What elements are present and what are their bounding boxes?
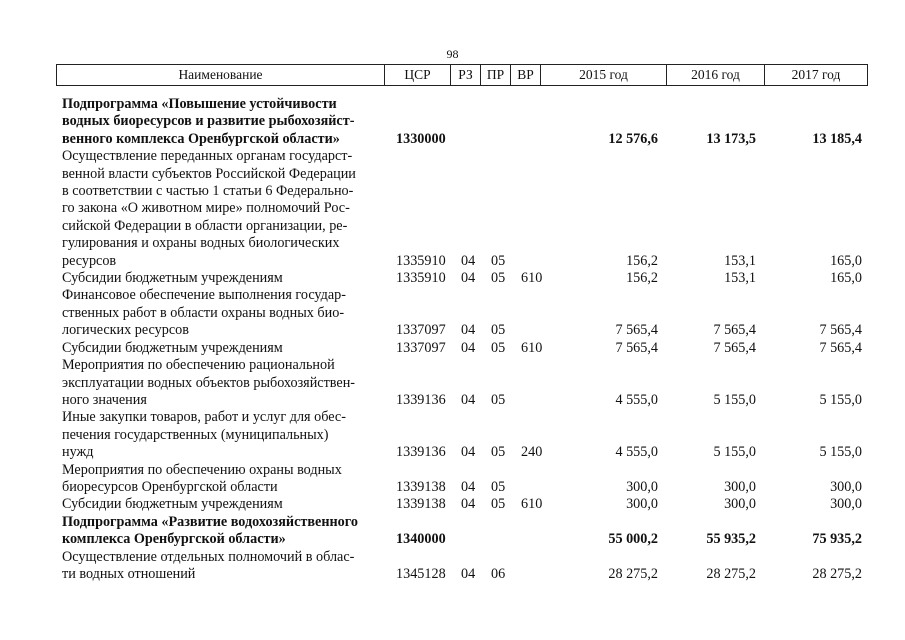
row-name: [56, 514, 384, 549]
header-rz: РЗ: [450, 65, 480, 85]
amount-2016: 55 935,2: [706, 531, 756, 548]
row-name-line: биоресурсов Оренбургской области: [62, 478, 278, 495]
amount-2017: 5 155,0: [819, 391, 862, 408]
expense-type-code: 610: [521, 496, 543, 513]
section-code: 04: [461, 565, 476, 582]
table-row: [56, 549, 868, 584]
header-pr: ПР: [480, 65, 510, 85]
row-name: [56, 409, 384, 461]
amount-2016: 28 275,2: [706, 565, 756, 582]
section-code: 04: [461, 252, 476, 269]
csr-code: 1339136: [396, 391, 446, 408]
amount-2015: 4 555,0: [615, 391, 658, 408]
row-name: [56, 549, 384, 584]
csr-code: 1330000: [396, 130, 446, 147]
section-code: 04: [461, 478, 476, 495]
amount-2015: 4 555,0: [615, 444, 658, 461]
row-name: [56, 148, 384, 270]
amount-2015: 300,0: [626, 478, 658, 495]
amount-2017: 75 935,2: [812, 531, 862, 548]
header-2016: 2016 год: [666, 65, 764, 85]
table-body: [56, 86, 868, 583]
row-name-line: Иные закупки товаров, работ и услуг для обес-: [62, 409, 346, 426]
header-csr: ЦСР: [384, 65, 450, 85]
amount-2016: 7 565,4: [713, 339, 756, 356]
row-name-line: ресурсов: [62, 252, 117, 269]
amount-2016: 300,0: [724, 496, 756, 513]
expense-type-code: 610: [521, 270, 543, 287]
csr-code: 1337097: [396, 339, 446, 356]
row-name-line: Мероприятия по обеспечению охраны водных: [62, 461, 342, 478]
amount-2016: 5 155,0: [713, 444, 756, 461]
amount-2015: 12 576,6: [608, 130, 658, 147]
row-name-line: ственных работ в области охраны водных био-: [62, 304, 345, 321]
row-name-line: комплекса Оренбургской области»: [62, 531, 286, 548]
csr-code: 1345128: [396, 565, 446, 582]
row-name: [56, 270, 384, 287]
amount-2016: 153,1: [724, 252, 756, 269]
amount-2016: 153,1: [724, 270, 756, 287]
row-name: [56, 96, 384, 148]
expense-type-code: 240: [521, 444, 543, 461]
amount-2016: 300,0: [724, 478, 756, 495]
row-name-line: Субсидии бюджетным учреждениям: [62, 496, 283, 513]
csr-code: 1337097: [396, 322, 446, 339]
header-2017: 2017 год: [764, 65, 868, 85]
subsection-code: 05: [491, 322, 506, 339]
row-name-line: печения государственных (муниципальных): [62, 426, 329, 443]
csr-code: 1339138: [396, 496, 446, 513]
table-row: [56, 462, 868, 497]
subsection-code: 05: [491, 391, 506, 408]
row-name-line: Подпрограмма «Развитие водохозяйственного: [62, 513, 358, 530]
row-name-line: Осуществление отдельных полномочий в облас-: [62, 548, 355, 565]
table-row: [56, 148, 868, 270]
table-row: [56, 270, 868, 287]
amount-2015: 156,2: [626, 252, 658, 269]
amount-2017: 28 275,2: [812, 565, 862, 582]
row-name-line: Субсидии бюджетным учреждениям: [62, 270, 283, 287]
subsection-code: 05: [491, 339, 506, 356]
table-row: [56, 357, 868, 409]
csr-code: 1340000: [396, 531, 446, 548]
row-name-line: Финансовое обеспечение выполнения государ-: [62, 287, 346, 304]
row-name: [56, 496, 384, 513]
csr-code: 1339138: [396, 478, 446, 495]
row-name-line: Подпрограмма «Повышение устойчивости: [62, 96, 337, 112]
page-number: 98: [446, 47, 459, 61]
amount-2017: 7 565,4: [819, 339, 862, 356]
header-name: Наименование: [56, 65, 384, 85]
header-vr: ВР: [510, 65, 540, 85]
table-row: [56, 287, 868, 339]
amount-2017: 165,0: [830, 270, 862, 287]
section-code: 04: [461, 391, 476, 408]
subsection-code: 05: [491, 496, 506, 513]
csr-code: 1335910: [396, 252, 446, 269]
section-code: 04: [461, 339, 476, 356]
row-name-line: гулирования и охраны водных биологических: [62, 235, 340, 252]
row-name-line: Осуществление переданных органам государст-: [62, 148, 353, 165]
subsection-code: 05: [491, 252, 506, 269]
header-2015: 2015 год: [540, 65, 666, 85]
amount-2017: 300,0: [830, 478, 862, 495]
row-name-line: Мероприятия по обеспечению рациональной: [62, 357, 335, 374]
amount-2017: 5 155,0: [819, 444, 862, 461]
amount-2016: 13 173,5: [706, 130, 756, 147]
amount-2015: 55 000,2: [608, 531, 658, 548]
row-name-line: эксплуатации водных объектов рыбохозяйствен-: [62, 374, 356, 391]
row-name-line: венной власти субъектов Российской Федерации: [62, 165, 356, 182]
row-name-line: го закона «О животном мире» полномочий Рос-: [62, 200, 350, 217]
amount-2017: 7 565,4: [819, 322, 862, 339]
row-name-line: водных биоресурсов и развитие рыбохозяйст-: [62, 113, 355, 130]
amount-2017: 13 185,4: [812, 130, 862, 147]
row-name-line: ти водных отношений: [62, 565, 196, 582]
row-name-line: сийской Федерации в области организации, ре-: [62, 217, 348, 234]
amount-2017: 165,0: [830, 252, 862, 269]
amount-2015: 28 275,2: [608, 565, 658, 582]
table-row: [56, 340, 868, 357]
csr-code: 1335910: [396, 270, 446, 287]
amount-2017: 300,0: [830, 496, 862, 513]
row-name-line: в соответствии с частью 1 статьи 6 Федерально-: [62, 183, 354, 200]
subprogram-row: [56, 514, 868, 549]
table-row: [56, 496, 868, 513]
amount-2016: 5 155,0: [713, 391, 756, 408]
row-name: [56, 357, 384, 409]
expense-type-code: 610: [521, 339, 543, 356]
subsection-code: 06: [491, 565, 506, 582]
amount-2016: 7 565,4: [713, 322, 756, 339]
section-code: 04: [461, 322, 476, 339]
section-code: 04: [461, 496, 476, 513]
amount-2015: 7 565,4: [615, 339, 658, 356]
subsection-code: 05: [491, 478, 506, 495]
row-name-line: венного комплекса Оренбургской области»: [62, 130, 340, 147]
subprogram-row: [56, 96, 868, 148]
table-header: [56, 64, 868, 86]
row-name-line: Субсидии бюджетным учреждениям: [62, 339, 283, 356]
amount-2015: 156,2: [626, 270, 658, 287]
csr-code: 1339136: [396, 444, 446, 461]
subsection-code: 05: [491, 444, 506, 461]
row-name-line: логических ресурсов: [62, 322, 189, 339]
amount-2015: 300,0: [626, 496, 658, 513]
row-name-line: ного значения: [62, 391, 147, 408]
row-name: [56, 340, 384, 357]
row-name-line: нужд: [62, 444, 94, 461]
subsection-code: 05: [491, 270, 506, 287]
section-code: 04: [461, 270, 476, 287]
table-row: [56, 409, 868, 461]
amount-2015: 7 565,4: [615, 322, 658, 339]
row-name: [56, 287, 384, 339]
section-code: 04: [461, 444, 476, 461]
budget-table: [56, 64, 868, 583]
row-name: [56, 462, 384, 497]
